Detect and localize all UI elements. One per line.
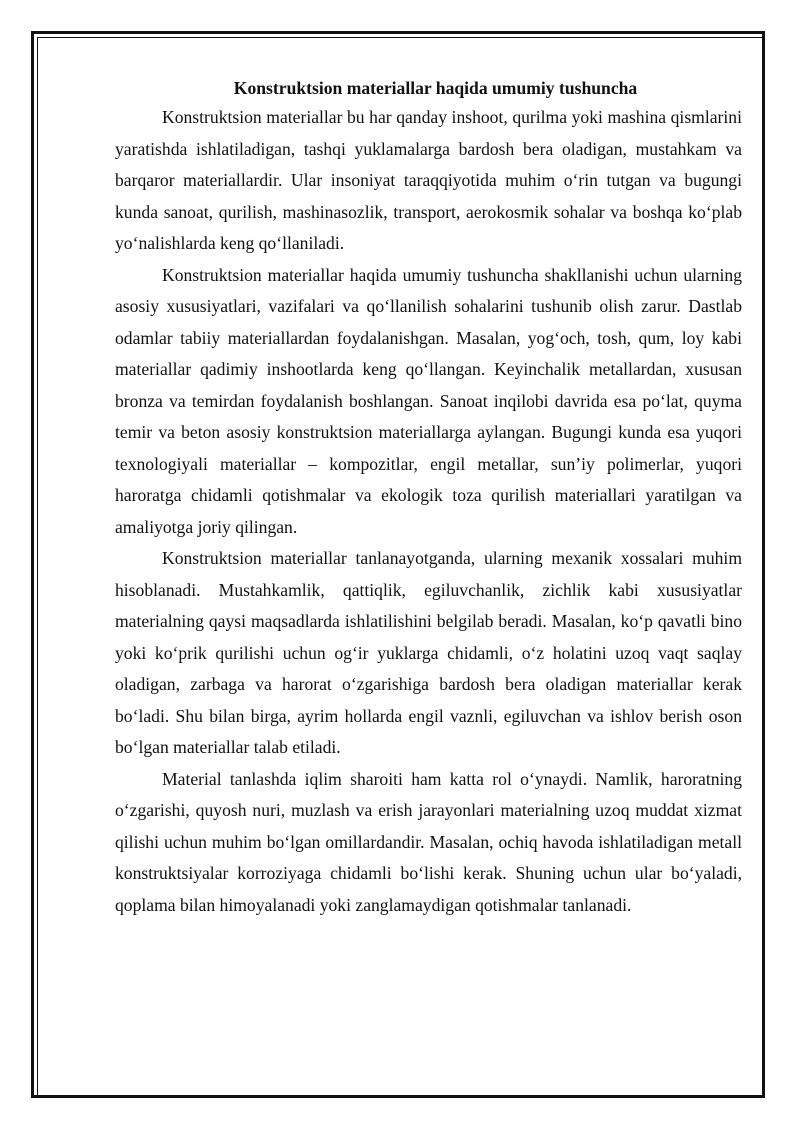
paragraph-2: Konstruktsion materiallar haqida umumiy tushuncha shakllanishi uchun ularning asosiy xususiyatlari, vazifalari va qo‘llanilish sohalarini tushunib olish zarur. Dastlab odamlar tabiiy materiallardan foydalanishgan. Masalan, yog‘och, tosh, qum, loy kabi materiallar qadimiy inshootlarda keng qo‘llangan. Keyinchalik metallardan, xususan bronza va temirdan foydalanish boshlangan. Sanoat inqilobi davrida esa po‘lat, quyma temir va beton asosiy konstruktsion materiallarga aylangan. Bugungi kunda esa yuqori texnologiyali materiallar – kompozitlar, engil metallar, sun’iy polimerlar, yuqori haroratga chidamli qotishmalar va ekologik toza qurilish materiallari yaratilgan va amaliyotga joriy qilingan.: [115, 264, 742, 537]
paragraph-3: Konstruktsion materiallar tanlanayotganda, ularning mexanik xossalari muhim hisoblanadi. Mustahkamlik, qattiqlik, egiluvchanlik, zichlik kabi xususiyatlar materialning qaysi maqsadlarda ishlatilishini belgilab beradi. Masalan, ko‘p qavatli bino yoki ko‘prik qurilishi uchun og‘ir yuklarga chidamli, o‘z holatini uzoq vaqt saqlay oladigan, zarbaga va harorat o‘zgarishiga bardosh bera oladigan materiallar kerak bo‘ladi. Shu bilan birga, ayrim hollarda engil vaznli, egiluvchan va ishlov berish oson bo‘lgan materiallar talab etiladi.: [115, 548, 742, 757]
paragraph-1: Konstruktsion materiallar bu har qanday inshoot, qurilma yoki mashina qismlarini yaratishda ishlatiladigan, tashqi yuklamalarga bardosh bera oladigan, mustahkam va barqaror materiallardir. Ular insoniyat taraqqiyotida muhim o‘rin tutgan va bugungi kunda sanoat, qurilish, mashinasozlik, transport, aerokosmik sohalar va boshqa ko‘plab yo‘nalishlarda keng qo‘llaniladi.: [115, 107, 742, 253]
paragraph-4: Material tanlashda iqlim sharoiti ham katta rol o‘ynaydi. Namlik, haroratning o‘zgarishi, quyosh nuri, muzlash va erish jarayonlari materialning uzoq muddat xizmat qilishi uchun muhim bo‘lgan omillardandir. Masalan, ochiq havoda ishlatiladigan metall konstruktsiyalar korroziyaga chidamli bo‘lishi kerak. Shuning uchun ular bo‘yaladi, qoplama bilan himoyalanadi yoki zanglamaydigan qotishmalar tanlanadi.: [115, 768, 742, 915]
document-body: [115, 74, 742, 921]
document-title: Konstruktsion materiallar haqida umumiy tushuncha: [233, 78, 638, 98]
